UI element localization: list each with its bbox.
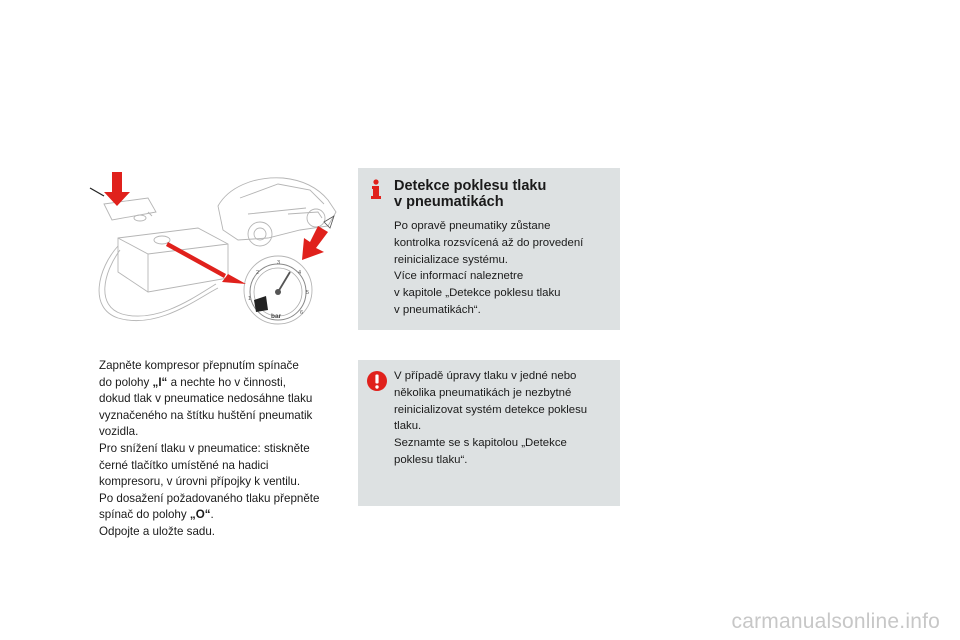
instruction-line: Po dosažení požadovaného tlaku přepněte	[99, 491, 320, 505]
info-body-line: v pneumatikách“.	[394, 303, 481, 316]
position-label-O: „O“	[189, 508, 211, 522]
instruction-line: Zapněte kompresor přepnutím spínače	[99, 359, 299, 372]
position-label-I: „I“	[152, 375, 168, 389]
warning-body-line: tlaku.	[394, 420, 422, 433]
info-icon	[366, 178, 386, 200]
warning-icon	[366, 370, 388, 392]
warning-body-line: poklesu tlaku“.	[394, 453, 468, 466]
instruction-item-switch-on	[78, 358, 348, 491]
info-box	[358, 168, 620, 330]
warning-body-line: V případě úpravy tlaku v jedné nebo	[394, 370, 577, 382]
instruction-line: .	[210, 508, 214, 522]
info-title-line: v pneumatikách	[394, 194, 504, 210]
instruction-line: do polohy	[99, 375, 150, 389]
instruction-item-disconnect	[78, 524, 348, 541]
info-body	[394, 218, 583, 319]
warning-box	[358, 360, 620, 506]
gauge-tick: 3	[277, 260, 281, 266]
info-body-line: Více informací naleznetre	[394, 270, 524, 283]
pressure-gauge	[248, 260, 309, 320]
warning-body-line: několika pneumatikách je nezbytné	[394, 386, 572, 399]
instruction-line: vyznačeného na štítku huštění pneumatik	[99, 408, 313, 422]
instruction-line: Pro snížení tlaku v pneumatice: stiskněte	[99, 441, 310, 455]
warning-body	[394, 368, 587, 469]
gauge-tick: 4	[298, 270, 302, 276]
instruction-line: a nechte ho v činnosti,	[170, 375, 286, 389]
warning-body-line: Seznamte se s kapitolou „Detekce	[394, 437, 567, 450]
info-title-line: Detekce poklesu tlaku	[394, 178, 547, 194]
watermark: carmanualsonline.info	[731, 610, 940, 633]
instruction-line: vozidla.	[99, 425, 139, 439]
instruction-line: kompresoru, v úrovni přípojky k ventilu.	[99, 475, 301, 489]
red-arrow-icon	[104, 172, 328, 284]
gauge-unit-label: bar	[271, 313, 282, 320]
gauge-tick: 2	[256, 270, 260, 276]
info-body-line: v kapitole „Detekce poklesu tlaku	[394, 287, 561, 300]
instruction-line: černé tlačítko umístěné na hadici	[99, 458, 269, 472]
warning-body-line: reinicializovat systém detekce poklesu	[394, 403, 588, 416]
gauge-tick: 6	[300, 310, 304, 316]
instruction-line: spínač do polohy	[99, 508, 187, 522]
info-body-line: Po opravě pneumatiky zůstane	[394, 220, 551, 232]
info-body-line: reinicializace systému.	[394, 253, 508, 266]
instructions-list	[78, 358, 348, 541]
gauge-tick: 5	[306, 290, 310, 296]
instruction-line: Odpojte a uložte sadu.	[99, 524, 216, 538]
instruction-line: dokud tlak v pneumatice nedosáhne tlaku	[99, 392, 313, 406]
compressor-kit-illustration	[78, 168, 344, 338]
info-title	[394, 178, 546, 210]
info-body-line: kontrolka rozsvícená až do provedení	[394, 236, 584, 249]
gauge-tick: 1	[248, 296, 252, 302]
instruction-item-switch-off	[78, 491, 348, 524]
